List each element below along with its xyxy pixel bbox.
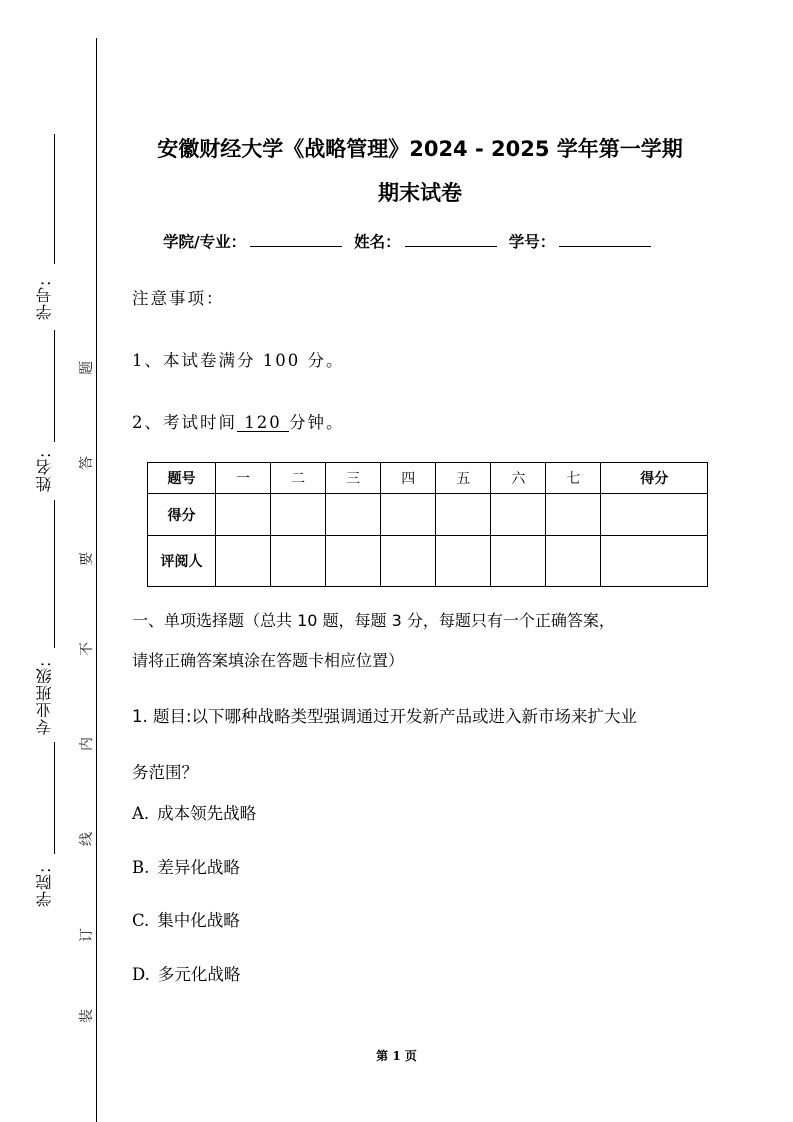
score-cell[interactable] <box>601 494 708 536</box>
exam-title: 安徽财经大学《战略管理》2024 - 2025 学年第一学期 <box>157 137 683 161</box>
note-item-2 <box>132 409 344 433</box>
option-c-letter: C. <box>132 911 150 930</box>
student-id-label: 学号： <box>508 233 556 251</box>
option-c[interactable] <box>132 907 240 931</box>
header-question-no: 题号 <box>148 463 216 494</box>
header-total-score: 得分 <box>601 463 708 494</box>
grader-cell[interactable] <box>271 536 326 587</box>
grader-cell[interactable] <box>601 536 708 587</box>
notes-heading: 注意事项： <box>132 289 225 308</box>
margin-char-ding: 订 <box>79 928 95 942</box>
section-1-heading-line-1: 一、单项选择题（总共 10 题，每题 3 分，每题只有一个正确答案， <box>132 611 615 630</box>
name-blank-line <box>54 500 55 648</box>
header-part-7: 七 <box>546 463 601 494</box>
section-1-heading-line-2: 请将正确答案填涂在答题卡相应位置） <box>132 651 405 670</box>
header-part-6: 六 <box>491 463 546 494</box>
major-class-label: 专业班级: <box>33 650 57 746</box>
major-class-blank-line <box>54 742 55 854</box>
section-1-heading <box>132 601 712 681</box>
option-c-text: 集中化战略 <box>157 911 240 930</box>
question-1-line-1: 1. 题目:以下哪种战略类型强调通过开发新产品或进入新市场来扩大业 <box>132 707 638 726</box>
score-cell[interactable] <box>381 494 436 536</box>
margin-char-zhuang: 装 <box>79 1009 95 1023</box>
margin-char-bu: 不 <box>79 642 95 656</box>
option-a[interactable] <box>132 800 256 824</box>
grader-cell[interactable] <box>436 536 491 587</box>
option-b-letter: B. <box>132 858 150 877</box>
note-item-2-prefix: 2、考试时间 <box>132 413 237 432</box>
option-b-text: 差异化战略 <box>157 858 240 877</box>
margin-char-ti: 题 <box>79 361 95 375</box>
score-table <box>147 462 708 587</box>
grader-row <box>148 536 708 587</box>
college-major-field[interactable] <box>250 230 342 247</box>
note-item-1: 1、本试卷满分 100 分。 <box>132 351 345 370</box>
grader-cell[interactable] <box>381 536 436 587</box>
student-id-label: 学号: <box>33 270 57 330</box>
margin-char-nei: 内 <box>79 737 95 751</box>
margin-char-da: 答 <box>79 456 95 470</box>
score-cell[interactable] <box>326 494 381 536</box>
exam-duration-value: 120 <box>237 413 289 432</box>
binding-margin-line <box>96 38 97 1122</box>
margin-char-yao: 要 <box>79 552 95 566</box>
option-d-text: 多元化战略 <box>157 965 241 984</box>
header-part-5: 五 <box>436 463 491 494</box>
grader-cell[interactable] <box>546 536 601 587</box>
page-number: 第 1 页 <box>376 1049 417 1063</box>
student-id-field[interactable] <box>559 230 651 247</box>
score-cell[interactable] <box>546 494 601 536</box>
exam-subtitle: 期末试卷 <box>378 181 462 205</box>
score-cell[interactable] <box>216 494 271 536</box>
grader-cell[interactable] <box>216 536 271 587</box>
name-label: 姓名： <box>354 233 401 251</box>
score-cell[interactable] <box>271 494 326 536</box>
name-blank-line-top <box>54 330 55 442</box>
score-row-label: 得分 <box>148 494 216 536</box>
student-id-blank-line <box>54 134 55 264</box>
score-row <box>148 494 708 536</box>
option-a-text: 成本领先战略 <box>157 804 257 823</box>
margin-char-xian: 线 <box>79 832 95 846</box>
college-label: 学院: <box>33 858 57 916</box>
student-info-row <box>163 230 723 252</box>
grader-cell[interactable] <box>491 536 546 587</box>
option-a-letter: A. <box>132 804 150 823</box>
score-table-header-row <box>148 463 708 494</box>
header-part-2: 二 <box>271 463 326 494</box>
option-b[interactable] <box>132 854 240 878</box>
grader-row-label: 评阅人 <box>148 536 216 587</box>
header-part-4: 四 <box>381 463 436 494</box>
name-field[interactable] <box>405 230 497 247</box>
name-label: 姓名: <box>33 444 57 500</box>
college-major-label: 学院/专业： <box>163 233 247 251</box>
option-d[interactable] <box>132 961 240 985</box>
note-item-2-suffix: 分钟。 <box>288 413 345 432</box>
score-cell[interactable] <box>491 494 546 536</box>
header-part-3: 三 <box>326 463 381 494</box>
grader-cell[interactable] <box>326 536 381 587</box>
option-d-letter: D. <box>132 965 150 984</box>
question-1-stem <box>132 689 717 801</box>
question-1-line-2: 务范围？ <box>132 763 198 782</box>
score-cell[interactable] <box>436 494 491 536</box>
header-part-1: 一 <box>216 463 271 494</box>
